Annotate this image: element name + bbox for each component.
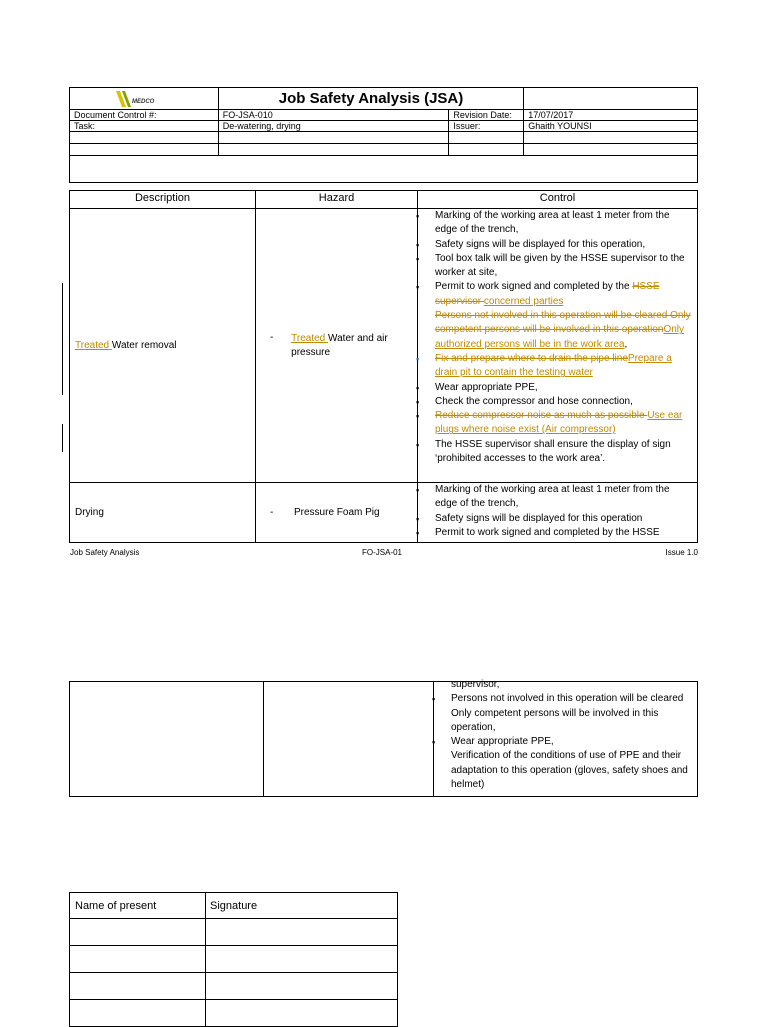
task-label: Task: [70, 121, 219, 132]
issuer-value: Ghaith YOUNSI [524, 121, 698, 132]
table-row [70, 919, 398, 946]
table-row [70, 946, 398, 973]
revision-value: 17/07/2017 [524, 110, 698, 121]
column-header-description: Description [70, 191, 256, 209]
header-table [69, 87, 698, 183]
change-bar [62, 283, 63, 395]
table-row [70, 209, 698, 483]
revision-label: Revision Date: [449, 110, 524, 121]
doc-control-label: Document Control #: [70, 110, 219, 121]
control-list [418, 209, 693, 466]
list-item: ▪ Permit to work signed and completed by the HSSE [418, 526, 693, 540]
signature-field[interactable] [206, 973, 398, 1000]
footer-left: Job Safety Analysis [70, 548, 140, 557]
list-item: supervisor, [451, 679, 500, 690]
task-value: De-watering, drying [218, 121, 449, 132]
control-list [418, 483, 693, 540]
list-item: ▪ Check the compressor and hose connection, [418, 395, 693, 409]
name-field[interactable] [70, 1000, 206, 1027]
table-row [70, 1000, 398, 1027]
footer-right: Issue 1.0 [665, 548, 698, 557]
list-item: ▪ Marking of the working area at least 1 meter from the edge of the trench, [418, 483, 693, 512]
table-row [70, 483, 698, 543]
list-item: Verification of the conditions of use of PPE and their adaptation to this operation (gloves, safety shoes and helmet) [451, 750, 688, 791]
list-item: ▪ Fix and prepare where to drain the pipe linePrepare a drain pit to contain the testing water [418, 352, 693, 381]
column-header-control: Control [418, 191, 698, 209]
list-item: ▪ Persons not involved in this operation will be cleared Only competent persons will be involved in this operation, [434, 692, 693, 735]
logo-text: MEDCO [132, 99, 155, 105]
list-item: ▪ The HSSE supervisor shall ensure the display of sign ‘prohibited accesses to the work area’. [418, 438, 693, 467]
jsa-table [69, 190, 698, 543]
list-item: ▪ Marking of the working area at least 1 meter from the edge of the trench, [418, 209, 693, 238]
signature-field[interactable] [206, 946, 398, 973]
name-field[interactable] [70, 919, 206, 946]
list-item: ▪ Safety signs will be displayed for this operation [418, 512, 693, 526]
logo-cell [70, 88, 219, 110]
table-row [70, 973, 398, 1000]
signature-field[interactable] [206, 919, 398, 946]
list-item: ▪ Wear appropriate PPE, [434, 735, 693, 749]
row2-description: Drying [70, 483, 256, 543]
list-item: ▪ Safety signs will be displayed for this operation, [418, 238, 693, 252]
signature-field[interactable] [206, 1000, 398, 1027]
change-bar [62, 424, 63, 452]
continued-control [434, 679, 698, 797]
row2-control [418, 483, 698, 543]
column-header-hazard: Hazard [256, 191, 418, 209]
row1-control [418, 209, 698, 483]
row1-description: Treated Water removal [70, 209, 256, 483]
name-of-present-header: Name of present [70, 893, 206, 919]
list-item: ▪ Permit to work signed and completed by the HSSE supervisor concerned parties [418, 280, 693, 309]
page-title: Job Safety Analysis (JSA) [218, 88, 523, 110]
list-item: ▪ Wear appropriate PPE, [418, 381, 693, 395]
jsa-table-continued [69, 681, 698, 797]
signature-header: Signature [206, 893, 398, 919]
list-item: Persons not involved in this operation will be cleared Only competent persons will be involved in this operationOnly authorized persons will be in the work area, [435, 310, 691, 350]
row2-hazard: - Pressure Foam Pig [256, 483, 418, 543]
list-item: ▪ Tool box talk will be given by the HSSE supervisor to the worker at site, [418, 252, 693, 281]
name-field[interactable] [70, 946, 206, 973]
list-item: ▪ Reduce compressor noise as much as possible Use ear plugs where noise exist (Air compressor) [418, 409, 693, 438]
control-list [434, 678, 693, 792]
name-field[interactable] [70, 973, 206, 1000]
table-row [70, 682, 698, 797]
doc-control-value: FO-JSA-010 [218, 110, 449, 121]
issuer-label: Issuer: [449, 121, 524, 132]
row1-hazard: - Treated Water and air pressure [256, 209, 418, 483]
attendance-table [69, 892, 398, 1027]
footer-center: FO-JSA-01 [362, 548, 403, 557]
